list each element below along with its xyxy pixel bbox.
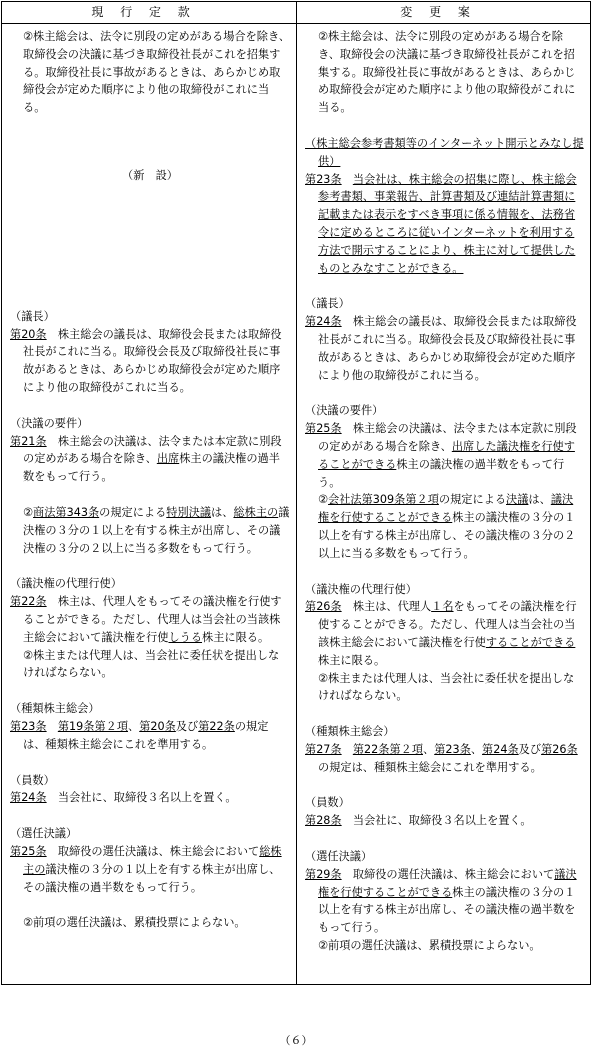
left-art24-no: 第24条 [10, 791, 47, 805]
right-art25 [305, 420, 584, 491]
right-art28-no: 第28条 [305, 814, 342, 828]
proposed-column [297, 24, 591, 985]
right-art25-p2-d: 株主の議決権の３分の１以上を有する株主が出席し、その議決権の３分の２以上に当る多数をもって行う。 [318, 511, 576, 560]
header-row [2, 2, 591, 24]
right-art27-b: 、 [470, 742, 483, 756]
right-art25-p2-u2: 決議 [506, 493, 529, 507]
left-art22 [10, 593, 290, 646]
left-art21-a: 株主総会の決議は、法令または本定款に別段の定めがある場合を除き、 [23, 434, 282, 466]
right-art29-p2: ②前項の選任決議は、累積投票によらない。 [318, 939, 541, 953]
comparison-table [1, 1, 591, 985]
right-art25-a: 株主総会の決議は、法令または本定款に別段の定めがある場合を除き、 [318, 422, 577, 453]
right-art25-b: 株主の議決権の過半数をもって行う。 [318, 457, 565, 489]
left-res-title: （決議の要件） [10, 416, 89, 430]
left-art23-u2: 第20条 [139, 719, 176, 733]
left-art20-text: 株主総会の議長は、取締役会長または取締役社長がこれに当る。取締役会長及び取締役社長に事故があるときは、あらかじめ取締役会が定めた順序により他の取締役がこれに当る。 [23, 327, 282, 394]
left-art25 [10, 843, 290, 896]
left-art25-u: 総株主の [23, 844, 282, 876]
right-art27-no: 第27条 [305, 742, 342, 756]
right-art25-p2-u1: 会社法第309条第２項 [328, 493, 439, 507]
left-art20 [10, 326, 290, 397]
left-art21-no: 第21条 [10, 434, 47, 448]
left-chair-title: （議長） [10, 309, 55, 323]
right-art23-text: 当会社は、株主総会の招集に際し、株主総会参考書類、事業報告、計算書類及び連結計算書類に記載または表示をすべき事項に係る情報を、法務省令に定めるところに従いインターネットを利用する方法で開示することにより、株主に対して提供したものとみなすことができる。 [318, 172, 577, 275]
right-class-title: （種類株主総会） [305, 725, 395, 739]
left-proxy-title: （議決権の代理行使） [10, 577, 122, 591]
right-art26-u2: することができる [485, 635, 576, 649]
left-art22-a: 株主は、代理人をもってその議決権を行使することができる。ただし、代理人は当会社の当該株主総会において議決権を行使 [23, 595, 282, 644]
right-art25-no: 第25条 [305, 422, 342, 436]
right-elect-title: （選任決議） [305, 850, 373, 864]
header-current: 現行定款 [2, 2, 297, 24]
left-art22-p2: ②株主または代理人は、当会社に委任状を提出しなければならない。 [23, 648, 280, 680]
right-art29-u: 議決権を行使することができる [318, 867, 577, 899]
right-art23-no: 第23条 [305, 172, 342, 186]
left-art20-no: 第20条 [10, 327, 47, 341]
left-art25-a: 取締役の選任決議は、株主総会において [57, 844, 260, 858]
right-art29-b: 株主の議決権の３分の１以上を有する株主が出席し、その議決権の過半数をもって行う。 [318, 885, 576, 935]
current-column [2, 24, 297, 985]
right-art29-a: 取締役の選任決議は、株主総会において [352, 867, 555, 881]
left-art22-u: しうる [168, 630, 203, 644]
left-art24 [10, 789, 290, 807]
right-art25-p2-b: の規定による [438, 493, 507, 507]
left-art22-no: 第22条 [10, 595, 47, 609]
right-art27-u4: 第26条 [541, 742, 578, 756]
new-label: （新 設） [122, 168, 178, 182]
right-art26-p2: ②株主または代理人は、当会社に委任状を提出しなければならない。 [318, 671, 575, 703]
left-art23-a: 、 [128, 719, 140, 733]
left-art21-p2-c: は、 [211, 505, 234, 519]
right-art26-a: 株主は、代理人 [352, 600, 432, 614]
left-art21-p2-u3: 総株主の [233, 505, 279, 519]
left-art23 [10, 718, 290, 754]
left-art21-p2 [10, 504, 290, 557]
right-art26-c: 株主に限る。 [318, 653, 386, 667]
right-art26-no: 第26条 [305, 600, 342, 614]
left-art23-b: 及び [175, 719, 199, 733]
left-art25-b: 議決権の３分の１以上を有する株主が出席し、その議決権の過半数をもって行う。 [23, 862, 281, 894]
left-art21-p2-u2: 特別決議 [166, 505, 212, 519]
right-art25-p2 [305, 491, 584, 562]
header-proposed: 変更案 [297, 2, 591, 24]
left-art21-p2-a: ② [23, 505, 34, 519]
left-art23-no: 第23条 [10, 719, 47, 733]
page-number: （６） [279, 1034, 313, 1047]
left-art19-p2: ②株主総会は、法令に別段の定めがある場合を除き、取締役会の決議に基づき取締役社長がこれを招集する。取締役社長に事故があるときは、あらかじめ取締役会が定めた順序により他の取締役がこれに当る。 [23, 30, 290, 115]
right-art25-p2-c: は、 [528, 493, 551, 507]
left-art21-p2-d: 議決権の３分の１以上を有する株主が出席し、その議決権の３分の２以上に当る多数をもって行う。 [23, 505, 290, 555]
right-proxy-title: （議決権の代理行使） [305, 582, 417, 596]
right-art27-d: の規定は、種類株主総会にこれを準用する。 [318, 760, 542, 774]
left-art21-u: 出席 [156, 452, 180, 466]
left-art24-text: 当会社に、取締役３名以上を置く。 [57, 791, 237, 805]
left-art21-p2-u1: 商法第343条 [33, 505, 100, 519]
right-art24 [305, 313, 584, 384]
left-art23-u3: 第22条 [198, 719, 235, 733]
right-art26-b: をもってその議決権を行使することができる。ただし、代理人は当会社の当該株主総会において議決権を行使 [318, 600, 577, 649]
left-art22-b: 株主に限る。 [202, 630, 270, 644]
left-art21-b: 株主の議決権の過半数をもって行う。 [23, 452, 280, 484]
right-art24-no: 第24条 [305, 315, 342, 329]
right-art29 [305, 866, 584, 937]
right-art24-text: 株主総会の議長は、取締役会長または取締役社長がこれに当る。取締役会長及び取締役社長に事故があるときは、あらかじめ取締役会が定めた順序により他の取締役がこれに当る。 [318, 315, 577, 382]
left-art21 [10, 433, 290, 486]
left-art25-no: 第25条 [10, 844, 47, 858]
left-class-title: （種類株主総会） [10, 702, 100, 716]
left-art25-p2: ②前項の選任決議は、累積投票によらない。 [23, 916, 246, 930]
right-art25-p2-u3: 議決権を行使することができる [318, 493, 574, 525]
left-num-title: （員数） [10, 773, 55, 787]
right-art27 [305, 741, 584, 777]
right-art27-u1: 第22条第２項 [352, 742, 424, 756]
right-art25-u: 出席した議決権を行使することができる [318, 439, 575, 471]
right-num-title: （員数） [305, 796, 350, 810]
right-art27-u3: 第24条 [482, 742, 519, 756]
left-art21-p2-b: の規定による [99, 505, 167, 519]
right-art29-no: 第29条 [305, 867, 342, 881]
right-art26-u1: １名 [431, 600, 454, 614]
right-net-title-text: （株主総会参考書類等のインターネット開示とみなし提供） [305, 136, 584, 168]
left-art23-c: の規定は、種類株主総会にこれを準用する。 [23, 719, 269, 751]
right-art23 [305, 171, 584, 278]
right-art26 [305, 598, 584, 669]
right-art19-p2: ②株主総会は、法令に別段の定めがある場合を除き、取締役会の決議に基づき取締役社長がこれを招集する。取締役社長に事故があるときは、あらかじめ取締役会が定めた順序により他の取締役がこれに当る。 [318, 30, 576, 115]
right-chair-title: （議長） [305, 297, 350, 311]
right-art27-u2: 第23条 [434, 742, 471, 756]
left-elect-title: （選任決議） [10, 827, 78, 841]
right-art27-a: 、 [423, 742, 435, 756]
body-row [2, 24, 591, 985]
right-art27-c: 及び [518, 742, 542, 756]
left-art23-u1: 第19条第２項 [57, 719, 129, 733]
right-art25-p2-a: ② [318, 493, 329, 507]
right-res-title: （決議の要件） [305, 404, 384, 418]
right-net-title [305, 135, 584, 171]
right-art28 [305, 812, 584, 830]
right-art28-text: 当会社に、取締役３名以上を置く。 [352, 814, 532, 828]
